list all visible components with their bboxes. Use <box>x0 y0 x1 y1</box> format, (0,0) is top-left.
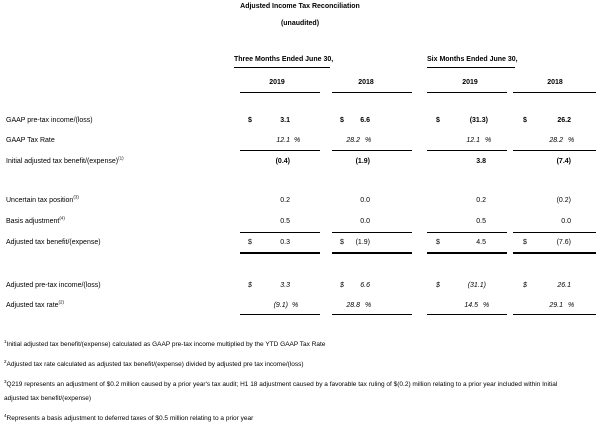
year-header: 2019 <box>269 79 285 86</box>
row-label-basis: Basis adjustment$^{(4)}$ <box>6 215 65 225</box>
currency-symbol: $ <box>248 282 252 289</box>
value-cell: 29.1 <box>549 302 563 309</box>
row-rule <box>513 314 596 315</box>
value-cell: (1.9) <box>355 239 370 246</box>
row-label-gaap-pretax: GAAP pre-tax income/(loss) <box>6 117 93 124</box>
value-cell: (0.2) <box>556 197 571 204</box>
row-label-adjusted-pretax: Adjusted pre-tax income/(loss) <box>6 282 101 289</box>
value-cell: 12.1 <box>466 137 480 144</box>
row-rule <box>240 314 320 315</box>
value-cell: (7.6) <box>556 239 571 246</box>
currency-symbol: $ <box>436 117 440 124</box>
period-three-underline <box>234 67 330 68</box>
double-rule <box>513 252 596 254</box>
currency-symbol: $ <box>248 117 252 124</box>
value-cell: 0.2 <box>476 197 486 204</box>
row-rule <box>427 314 507 315</box>
double-rule <box>240 252 320 254</box>
row-rule <box>332 150 412 151</box>
value-cell: 28.2 <box>549 137 563 144</box>
footnote-3-continued: adjusted tax benefit/(expense) <box>4 395 92 402</box>
value-cell: (9.1) <box>273 302 288 309</box>
row-rule <box>427 232 507 233</box>
value-cell: (31.1) <box>467 282 486 289</box>
row-label-adjusted-rate: Adjusted tax rate$^{(2)}$ <box>6 299 65 309</box>
row-rule <box>240 232 320 233</box>
value-cell: 28.8 <box>346 302 360 309</box>
value-cell: 6.6 <box>360 282 370 289</box>
double-rule <box>332 252 412 254</box>
value-cell: 3.3 <box>280 282 290 289</box>
value-cell: 0.3 <box>280 239 290 246</box>
year-underline <box>513 92 596 93</box>
value-cell: (7.4) <box>556 158 571 165</box>
percent-sign: % <box>568 302 575 309</box>
currency-symbol: $ <box>523 282 527 289</box>
row-rule <box>513 232 596 233</box>
currency-symbol: $ <box>436 239 440 246</box>
percent-sign: % <box>292 302 299 309</box>
year-underline <box>240 92 320 93</box>
currency-symbol: $ <box>523 117 527 124</box>
period-six-underline <box>427 67 515 68</box>
year-underline <box>332 92 412 93</box>
value-cell: 0.5 <box>476 218 486 225</box>
value-cell: 0.0 <box>360 197 370 204</box>
value-cell: 3.1 <box>280 117 290 124</box>
report-subtitle: (unaudited) <box>280 20 320 27</box>
value-cell: 26.2 <box>557 117 571 124</box>
footnote-4: $^4$Represents a basis adjustment to deferred taxes of $0.5 million relating to a prior year <box>4 412 254 422</box>
year-header: 2018 <box>358 79 374 86</box>
currency-symbol: $ <box>436 282 440 289</box>
currency-symbol: $ <box>340 117 344 124</box>
percent-sign: % <box>365 302 372 309</box>
footnote-1: $^1$Initial adjusted tax benefit/(expense) calculated as GAAP pre-tax income multiplied by the YTD GAAP Tax Rate <box>4 338 326 348</box>
year-header: 2019 <box>462 79 478 86</box>
year-header: 2018 <box>547 79 563 86</box>
footnote-2: $^2$Adjusted tax rate calculated as adjusted tax benefit/(expense) divided by adjusted pre tax income/(loss) <box>4 358 304 368</box>
row-label-uncertain: Uncertain tax position$^{(3)}$ <box>6 194 79 204</box>
value-cell: 14.5 <box>464 302 478 309</box>
row-label-adjusted-benefit: Adjusted tax benefit/(expense) <box>6 239 101 246</box>
percent-sign: % <box>485 137 492 144</box>
value-cell: 6.6 <box>360 117 370 124</box>
value-cell: 0.5 <box>280 218 290 225</box>
value-cell: 3.8 <box>476 158 486 165</box>
currency-symbol: $ <box>340 239 344 246</box>
value-cell: 26.1 <box>557 282 571 289</box>
row-rule <box>240 150 320 151</box>
row-rule <box>332 232 412 233</box>
percent-sign: % <box>365 137 372 144</box>
footnote-3: $^3$Q219 represents an adjustment of $0.2 million caused by a prior year's tax audit; H1 18 adjustment caused by a favorable tax ruling of $(0.2) million relating to a prior year included within Initial <box>4 378 558 388</box>
row-rule <box>332 314 412 315</box>
period-six-months: Six Months Ended June 30, <box>427 56 518 63</box>
value-cell: (0.4) <box>275 158 290 165</box>
period-three-months: Three Months Ended June 30, <box>234 56 334 63</box>
currency-symbol: $ <box>523 239 527 246</box>
row-label-initial-adjusted: Initial adjusted tax benefit/(expense)$^{(1)}$ <box>6 155 124 165</box>
percent-sign: % <box>294 137 301 144</box>
value-cell: 0.2 <box>280 197 290 204</box>
row-label-gaap-tax-rate: GAAP Tax Rate <box>6 137 55 144</box>
value-cell: 0.0 <box>561 218 571 225</box>
double-rule <box>427 252 507 254</box>
value-cell: (31.3) <box>469 117 488 124</box>
value-cell: 4.5 <box>476 239 486 246</box>
value-cell: (1.9) <box>355 158 370 165</box>
percent-sign: % <box>483 302 490 309</box>
value-cell: 12.1 <box>276 137 290 144</box>
value-cell: 28.2 <box>346 137 360 144</box>
year-underline <box>427 92 507 93</box>
currency-symbol: $ <box>340 282 344 289</box>
currency-symbol: $ <box>248 239 252 246</box>
percent-sign: % <box>568 137 575 144</box>
row-rule <box>427 150 507 151</box>
row-rule <box>513 150 596 151</box>
report-title: Adjusted Income Tax Reconciliation <box>240 3 360 10</box>
value-cell: 0.0 <box>360 218 370 225</box>
